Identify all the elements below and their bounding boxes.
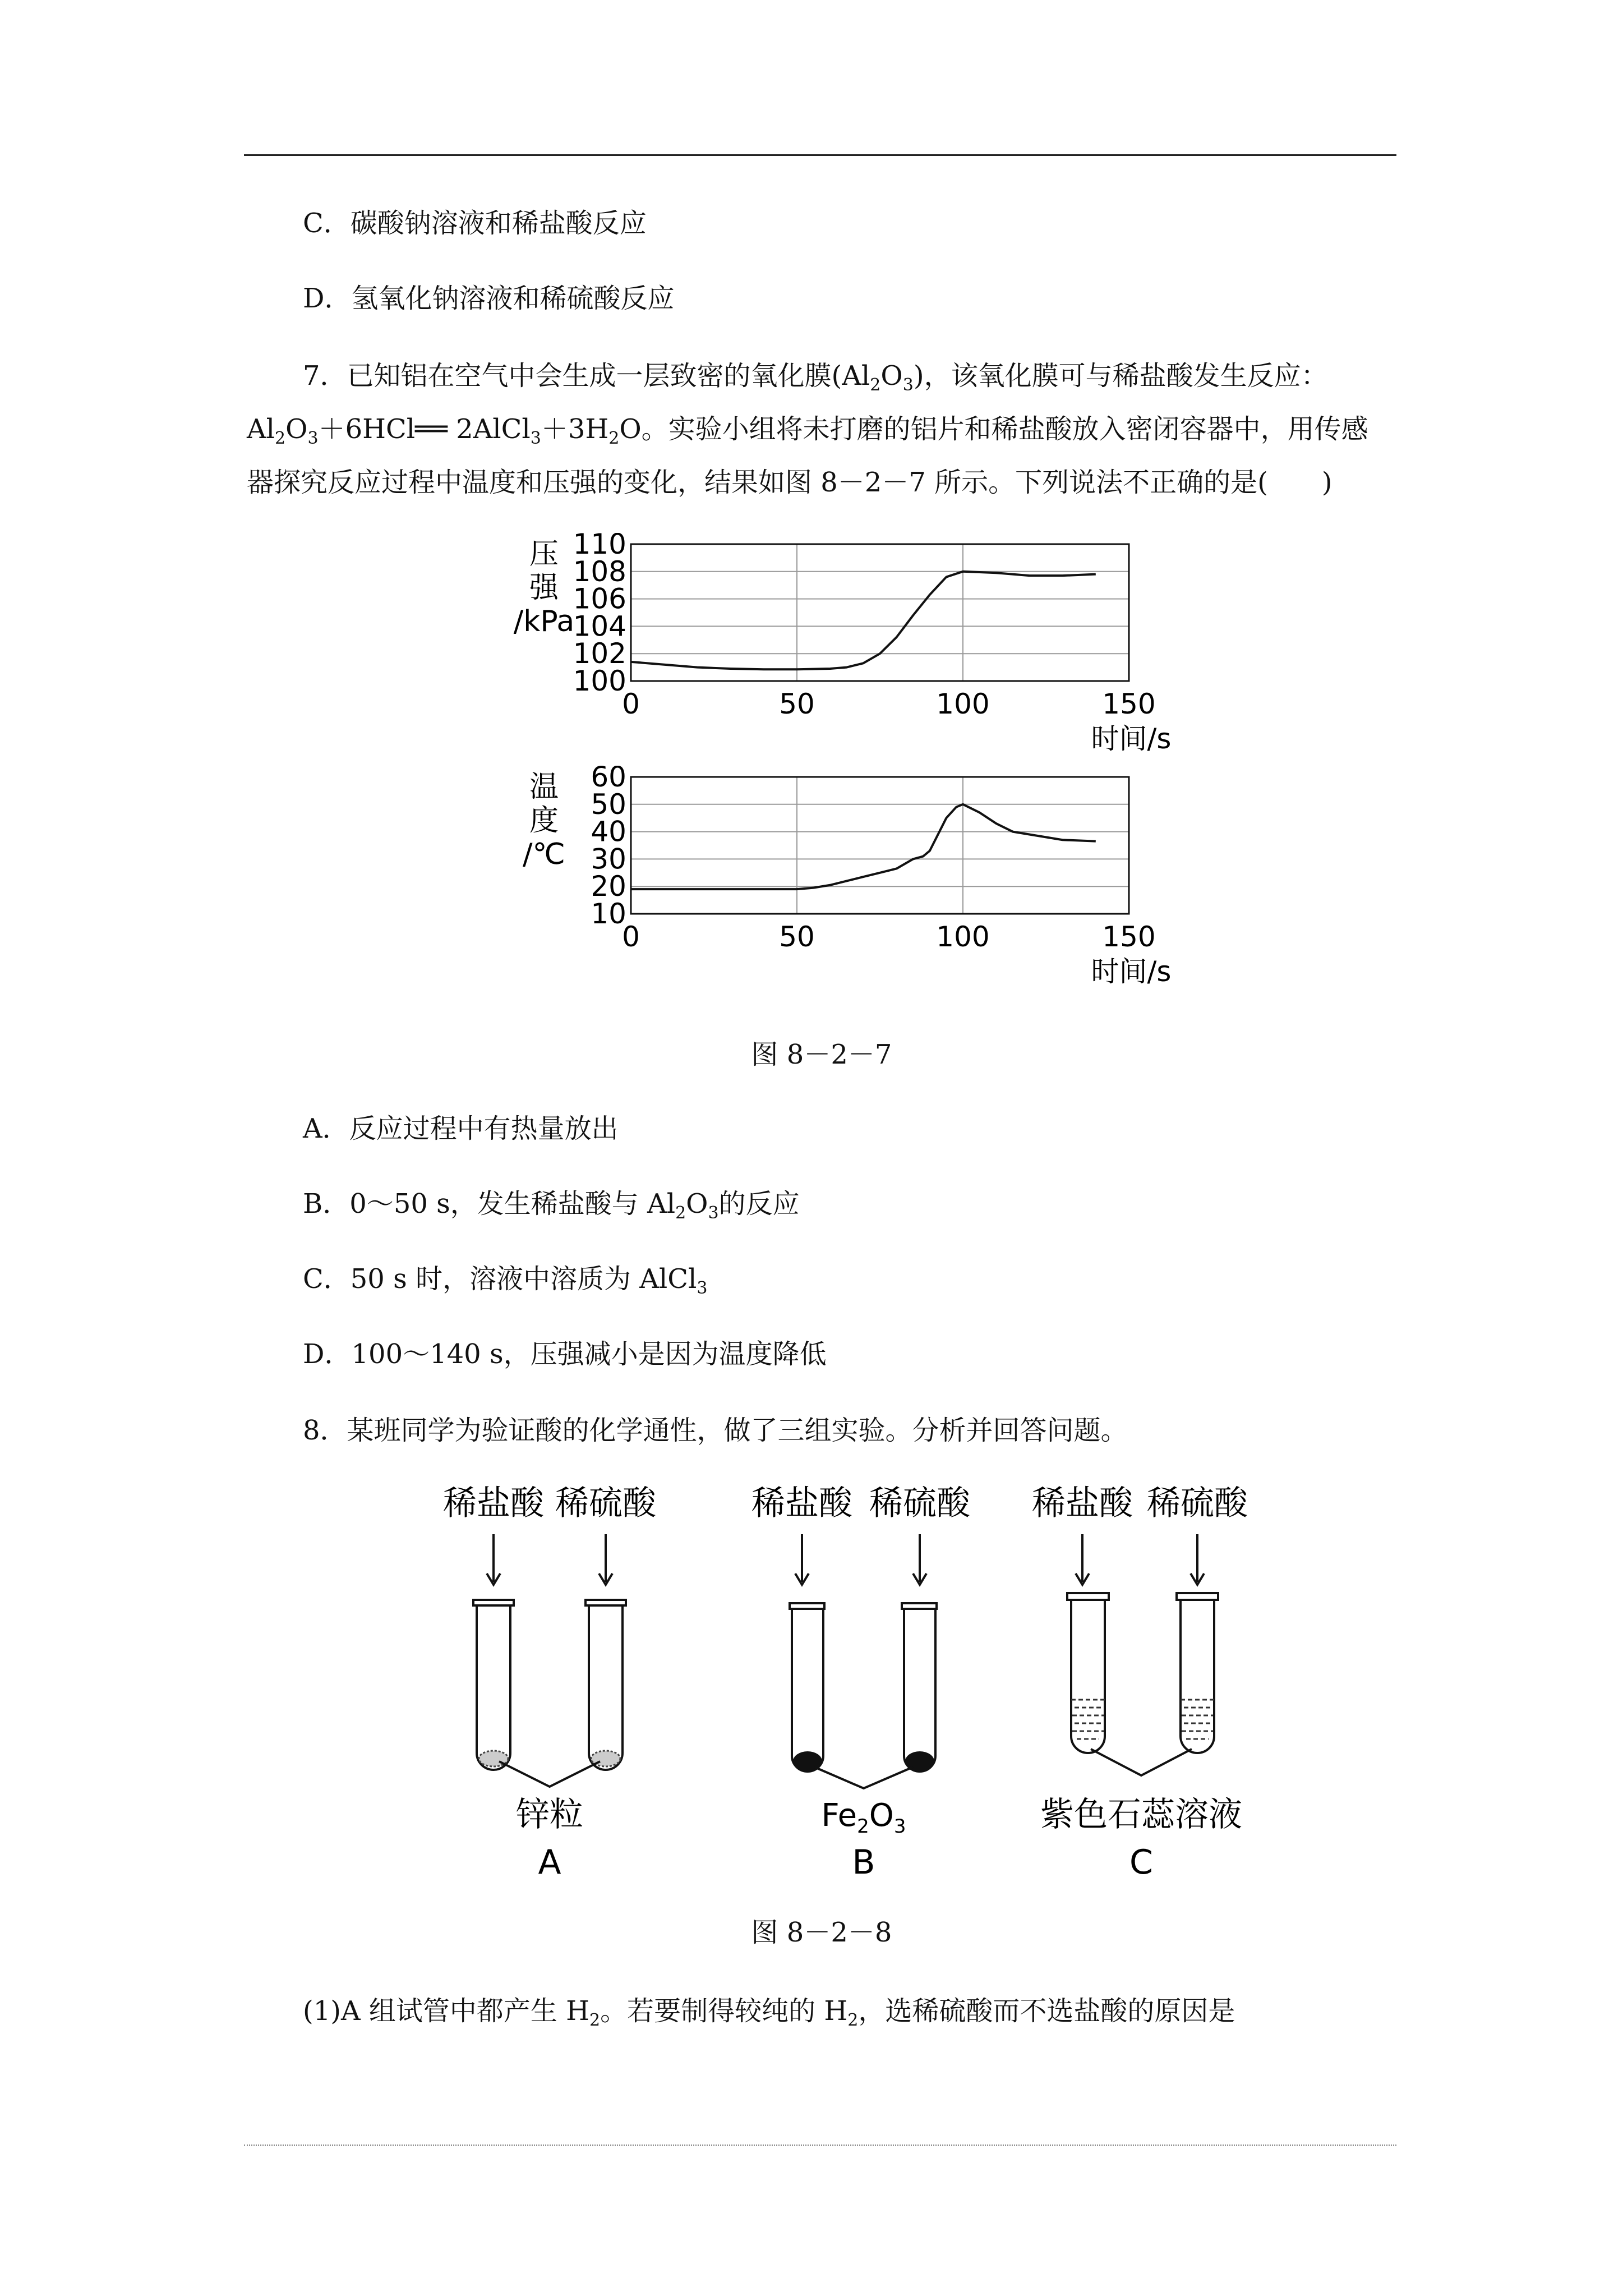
header-rule [244, 154, 1396, 156]
q7-stem-line3: 器探究反应过程中温度和压强的变化，结果如图 8－2－7 所示。下列说法不正确的是( ) [247, 467, 1332, 498]
q8-sub1: (1)A 组试管中都产生 $H_2$。若要制得较纯的 $H_2$，选稀硫酸而不选盐酸的原因是 [303, 1995, 1235, 2030]
group-c-acid1-label: 稀盐酸 [1032, 1484, 1133, 1523]
footer-rule [244, 2145, 1396, 2146]
group-c [1032, 1484, 1248, 1882]
y-tick-label: 60 [591, 766, 626, 793]
group-a-acid2-label: 稀硫酸 [555, 1484, 656, 1523]
y-tick-label: 40 [591, 815, 626, 848]
y-axis-label: 强 [529, 571, 559, 605]
option-c-prev: C．碳酸钠溶液和稀盐酸反应 [303, 208, 647, 239]
group-a-letter: A [538, 1843, 561, 1882]
x-tick-label: 100 [936, 921, 990, 953]
group-b-letter: B [852, 1843, 875, 1882]
y-tick-label: 106 [573, 582, 626, 615]
pressure-chart [494, 533, 1195, 769]
group-a-reagent-label: 锌粒 [516, 1795, 583, 1834]
q7-option-c: C．50 s 时，溶液中溶质为 AlCl$_3$ [303, 1263, 708, 1298]
y-axis-label: 温 [529, 770, 559, 804]
group-b-reagent-label: $Fe_2O_3$ [821, 1797, 906, 1838]
temperature-chart [494, 766, 1195, 1001]
x-axis-label: 时间/s [1091, 723, 1172, 755]
plot-frame [631, 544, 1129, 681]
y-tick-label: 30 [591, 843, 626, 876]
y-tick-label: 104 [573, 610, 626, 643]
y-tick-label: 110 [573, 533, 626, 560]
y-axis-label: /℃ [523, 838, 565, 871]
group-c-reagent-label: 紫色石蕊溶液 [1040, 1795, 1242, 1834]
q7-option-a: A．反应过程中有热量放出 [303, 1113, 619, 1144]
test-tube-icon [790, 1603, 824, 1772]
x-tick-label: 50 [779, 921, 815, 953]
x-tick-label: 0 [622, 921, 640, 953]
group-b-acid2-label: 稀硫酸 [869, 1484, 970, 1523]
figure-caption-828: 图 8－2－8 [751, 1917, 892, 1948]
group-c-acid2-label: 稀硫酸 [1147, 1484, 1248, 1523]
plot-frame [631, 777, 1129, 914]
x-tick-label: 50 [779, 688, 815, 720]
y-tick-label: 10 [591, 898, 626, 930]
test-tube-icon [902, 1603, 937, 1772]
x-tick-label: 100 [936, 688, 990, 720]
y-tick-label: 108 [573, 555, 626, 588]
q7-option-d: D．100～140 s，压强减小是因为温度降低 [303, 1338, 827, 1370]
group-b-acid1-label: 稀盐酸 [751, 1484, 852, 1523]
q7-stem-line1: 7．已知铝在空气中会生成一层致密的氧化膜$(Al_2O_3)$，该氧化膜可与稀盐酸发生反应： [303, 360, 1328, 395]
y-tick-label: 102 [573, 637, 626, 670]
option-d-prev: D．氢氧化钠溶液和稀硫酸反应 [303, 283, 675, 314]
group-b [751, 1484, 971, 1882]
series-line [631, 572, 1096, 669]
y-tick-label: 20 [591, 870, 626, 903]
y-axis-label: 度 [529, 804, 559, 838]
series-line [631, 804, 1096, 889]
figure-caption-827: 图 8－2－7 [751, 1039, 892, 1070]
x-tick-label: 150 [1102, 921, 1156, 953]
y-axis-label: 压 [529, 537, 559, 571]
test-tube-icon [1177, 1593, 1218, 1753]
test-tube-icon [585, 1600, 626, 1770]
group-c-letter: C [1129, 1843, 1153, 1882]
x-tick-label: 0 [622, 688, 640, 720]
q7-option-b: B．0～50 s，发生稀盐酸与 $Al_2O_3$的反应 [303, 1188, 800, 1223]
y-tick-label: 100 [573, 665, 626, 697]
test-tube-icon [473, 1600, 514, 1770]
q8-stem: 8．某班同学为验证酸的化学通性，做了三组实验。分析并回答问题。 [303, 1415, 1128, 1446]
group-a [443, 1484, 657, 1882]
x-tick-label: 150 [1102, 688, 1156, 720]
q7-equation-line: $Al_2O_3+6HCl══$ $2AlCl_3+3H_2O$。实验小组将未打磨的铝片和稀盐酸放入密闭容器中，用传感 [247, 413, 1368, 448]
group-a-acid1-label: 稀盐酸 [443, 1484, 544, 1523]
x-axis-label: 时间/s [1091, 955, 1172, 988]
test-tube-icon [1067, 1593, 1109, 1753]
y-tick-label: 50 [591, 788, 626, 821]
y-axis-label: /kPa [513, 605, 575, 638]
test-tube-diagram [415, 1481, 1290, 1885]
